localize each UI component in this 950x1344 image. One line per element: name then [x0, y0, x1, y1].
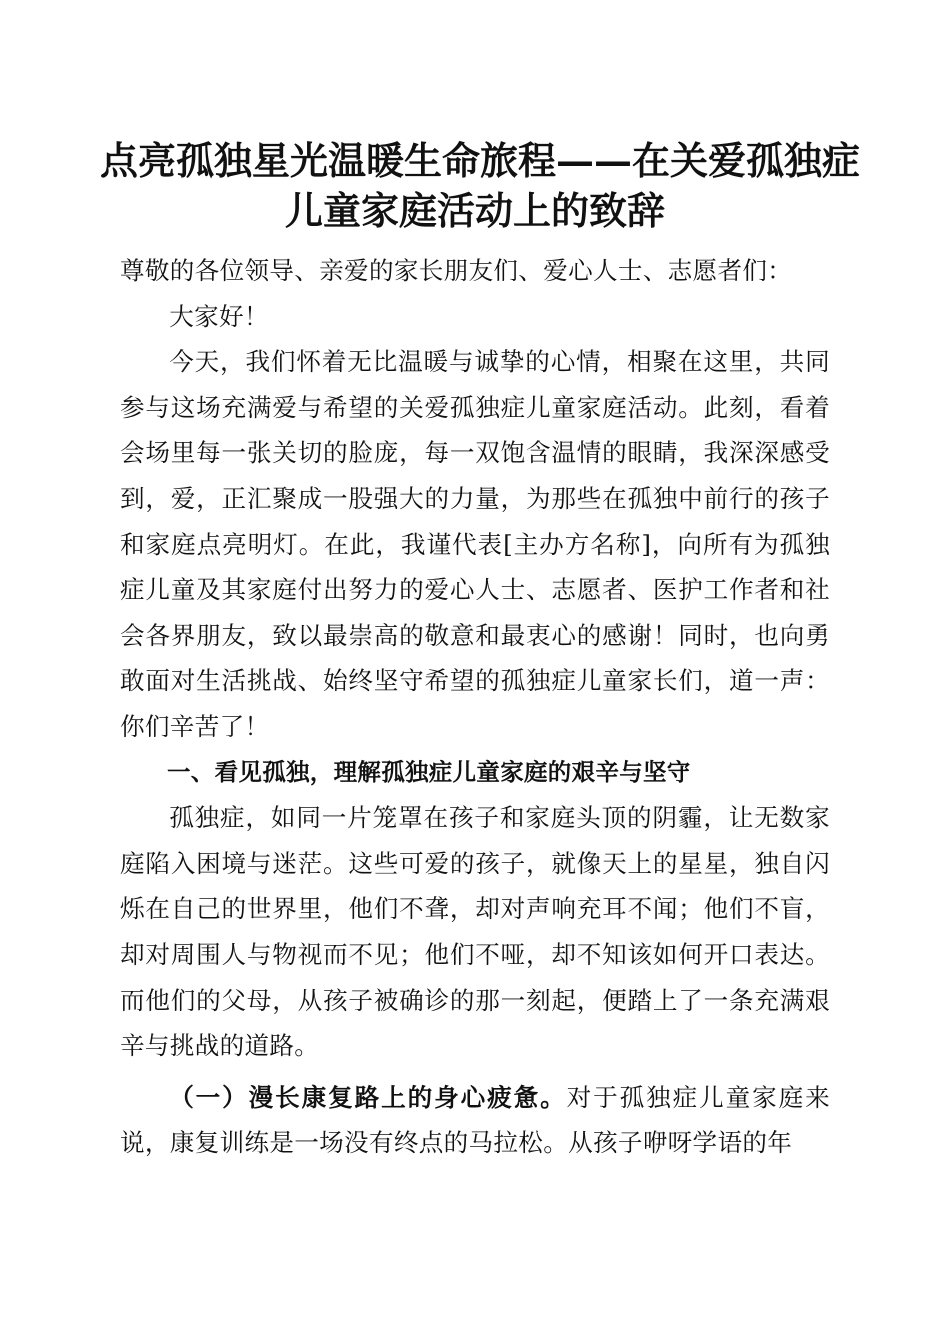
title-line-1: 点亮孤独星光温暖生命旅程——在关爱孤独症 [100, 138, 861, 183]
section-heading-1: 一、看见孤独，理解孤独症儿童家庭的艰辛与坚守 [167, 757, 691, 786]
title-line-2: 儿童家庭活动上的致辞 [284, 188, 665, 233]
paragraph-subsection-1 [120, 1075, 830, 1166]
document-title [100, 136, 861, 236]
document-body [120, 248, 830, 1166]
salutation: 尊敬的各位领导、亲爱的家长朋友们、爱心人士、志愿者们： [120, 256, 793, 285]
subsection-heading-1: （一）漫长康复路上的身心疲惫。 [169, 1082, 567, 1112]
paragraph-section-1: 孤独症，如同一片笼罩在孩子和家庭头顶的阴霾，让无数家庭陷入困境与迷茫。这些可爱的孩子，就像天上的星星，独自闪烁在自己的世界里，他们不聋，却对声响充耳不闻；他们不盲，却对周围人与物视而不见；他们不哑，却不知该如何开口表达。而他们的父母，从孩子被确诊的那一刻起，便踏上了一条充满艰辛与挑战的道路。 [120, 803, 830, 1061]
subsection-1-text: 对于孤独症儿童家庭来说，康复训练是一场没有终点的马拉松。从孩子咿呀学语的年 [120, 1082, 830, 1158]
paragraph-intro: 今天，我们怀着无比温暖与诚挚的心情，相聚在这里，共同参与这场充满爱与希望的关爱孤独症儿童家庭活动。此刻，看着会场里每一张关切的脸庞，每一双饱含温情的眼睛，我深深感受到，爱，正汇聚成一股强大的力量，为那些在孤独中前行的孩子和家庭点亮明灯。在此，我谨代表[主办方名称]，向所有为孤独症儿童及其家庭付出努力的爱心人士、志愿者、医护工作者和社会各界朋友，致以最崇高的敬意和最衷心的感谢！同时，也向勇敢面对生活挑战、始终坚守希望的孤独症儿童家长们，道一声：你们辛苦了！ [120, 347, 830, 741]
greeting: 大家好！ [169, 301, 269, 331]
